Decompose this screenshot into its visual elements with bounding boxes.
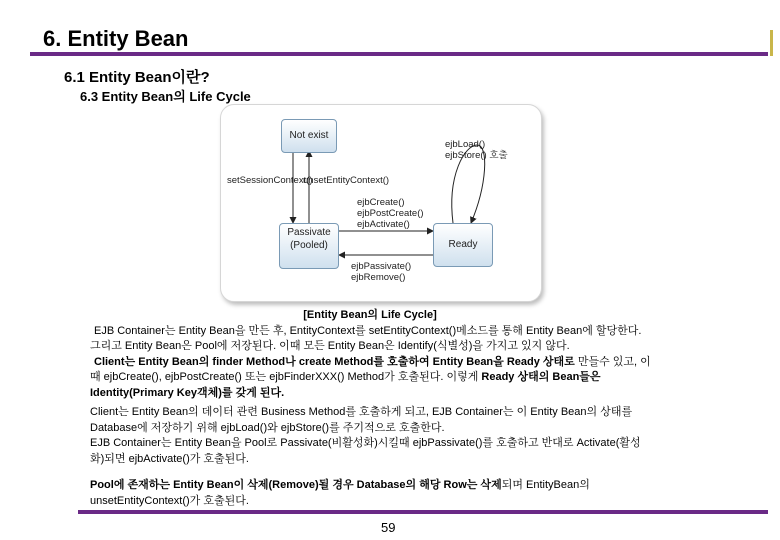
caption-line-1: EJB Container는 Entity Bean을 만든 후, EntityContext를 setEntityContext()메소드를 통해 Entity Bean에 할당한다. [94,324,642,337]
label-unset-entity-context: unsetEntityContext() [303,175,390,186]
label-create-activate: ejbCreate() ejbPostCreate() ejbActivate() [357,197,424,230]
caption-line-4-bold: Ready 상태의 Bean들은 [478,371,601,383]
label-passivate-remove: ejbPassivate() ejbRemove() [351,261,412,283]
para3-line-2: unsetEntityContext()가 호출된다. [90,494,249,507]
caption-line-3-bold: Client는 Entity Bean의 finder Method나 create Method를 호출하여 Entity Bean을 Ready 상태로 [94,355,575,368]
para3-line-1-bold: Pool에 존재하는 Entity Bean이 삭제(Remove)될 경우 Database의 해당 Row는 삭제 [90,479,502,491]
slide-title: 6. Entity Bean [43,26,189,51]
caption-line-2: 그리고 Entity Bean은 Pool에 저장된다. 이때 모든 Entity Bean은 Identify(식별성)을 가지고 있지 않다. [90,340,570,352]
page-number: 59 [381,520,396,535]
title-divider [30,52,768,56]
section-heading: 6.1 Entity Bean이란? [64,69,210,86]
business-method-paragraph [90,405,710,467]
caption-line-3-rest: 만들수 있고, 이 [574,355,651,368]
caption-line-5 [90,386,690,402]
state-passivate-label: Passivate (Pooled) [287,227,331,251]
caption-line-4-text: 때 ejbCreate(), ejbPostCreate() 또는 ejbFinderXXX() Method가 호출된다. 이렇게 [90,371,479,383]
remove-paragraph [90,478,710,509]
para3-line-1-rest: 되며 EntityBean의 [501,479,590,491]
state-not-exist: Not exist [281,119,337,153]
caption-line-5-bold: Identity(Primary Key객체)를 갖게 된다. [90,386,285,399]
caption-title: [Entity Bean의 Life Cycle] [303,309,437,321]
label-ejb-load-store: ejbLoad() ejbStore() 호출 [445,139,508,161]
life-cycle-caption [90,308,690,401]
subsection-heading: 6.3 Entity Bean의 Life Cycle [80,89,251,104]
para3-line-1 [90,478,710,494]
state-ready: Ready [433,223,493,267]
footer-divider [78,510,768,514]
para2-line-1: Client는 Entity Bean의 데이터 관련 Business Method를 호출하게 되고, EJB Container는 이 Entity Bean의 상태를 [90,406,633,418]
life-cycle-diagram [220,104,542,302]
state-passivate [279,223,339,269]
caption-line-3 [94,355,690,371]
caption-line-4 [90,370,690,386]
para2-line-3: EJB Container는 Entity Bean을 Pool로 Passivate(비활성화)시킬때 ejbPassivate()를 호출하고 반대로 Activate(활성 [90,437,641,449]
para2-line-2: Database에 저장하기 위해 ejbLoad()와 ejbStore()를 주기적으로 호출한다. [90,421,445,434]
label-set-session-context: setSessionContext() [227,175,313,186]
accent-bar [770,30,773,56]
para2-line-4: 화)되면 ejbActivate()가 호출된다. [90,452,249,465]
